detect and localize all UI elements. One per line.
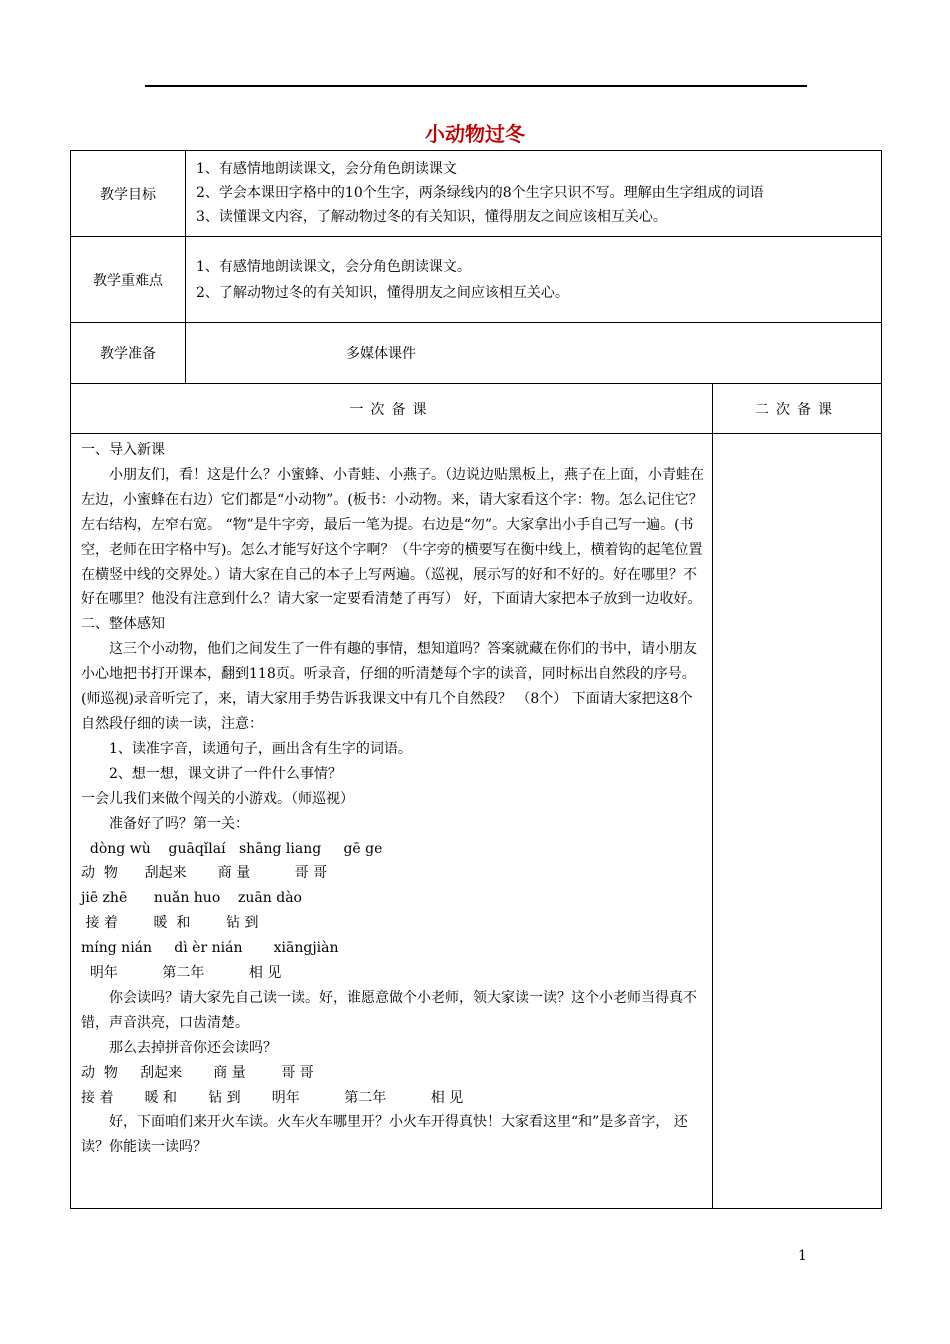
hanzi-row: 接 着 暖 和 钻 到 明年 第二年 相 见 [81,1089,464,1106]
page-number: 1 [798,1248,807,1264]
paragraph: 小朋友们，看！这是什么？小蜜蜂、小青蛙、小燕子。（边说边贴黑板上，燕子在上面，小青蛙在左边，小蜜蜂在右边）它们都是“小动物”。(板书：小动物。来，请大家看这个字：物。怎么记住它？ 左右结构，左窄右宽。 “物”是牛字旁，最后一笔为提。右边是“勿”。大家拿出小手自己写一遍。(书空，老师在田字格中写)。怎么才能写好这个字啊？（牛字旁的横要写在衡中线上，横着钩的起笔位置在横竖中线的交界处。）请大家在自己的本子上写两遍。（巡视，展示写的好和不好的。好在哪里？不好在哪里？他没有注意到什么？请大家一定要看清楚了再写） 好，下面请大家把本子放到一边收好。 [81,466,704,608]
section-heading: 一、导入新课 [81,442,165,458]
goals-label: 教学目标 [71,151,186,237]
hanzi-row: 接 着 暖 和 钻 到 [81,915,259,932]
goals-cell [186,151,882,237]
goal-item: 2、学会本课田字格中的10个生字，两条绿线内的8个生字只识不写。理解由生字组成的词语 [196,185,764,201]
goal-item: 3、读懂课文内容，了解动物过冬的有关知识，懂得朋友之间应该相互关心。 [196,209,667,225]
paragraph: 那么去掉拼音你还会读吗？ [109,1039,277,1056]
lesson-plan-table [70,150,882,1209]
page-title: 小动物过冬 [425,122,525,146]
first-prep-header: 一次备课 [71,384,713,434]
hanzi-row: 明年 第二年 相 见 [81,965,282,982]
content-row [71,434,882,1209]
key-points-cell [186,237,882,323]
header-rule [145,85,807,87]
key-points-row [71,237,882,323]
goals-row [71,151,882,237]
preparation-row [71,323,882,384]
first-prep-content [71,434,713,1209]
list-item: 1、读准字音，读通句子，画出含有生字的词语。 [109,740,412,757]
columns-header-row [71,384,882,434]
paragraph: 你会读吗？请大家先自己读一读。好，谁愿意做个小老师，领大家读一读？这个小老师当得真不错，声音洪亮，口齿清楚。 [81,989,697,1031]
key-points-label: 教学重难点 [71,237,186,323]
paragraph: 一会儿我们来做个闯关的小游戏。（师巡视） [81,790,354,807]
preparation-value: 多媒体课件 [186,323,882,384]
second-prep-content [713,434,882,1209]
key-point-item: 2、了解动物过冬的有关知识，懂得朋友之间应该相互关心。 [196,284,569,301]
hanzi-row: 动 物 刮起来 商 量 哥 哥 [81,865,328,882]
paragraph: 这三个小动物，他们之间发生了一件有趣的事情，想知道吗？答案就藏在你们的书中，请小朋友小心地把书打开课本，翻到118页。听录音，仔细的听清楚每个字的读音，同时标出自然段的序号。(师巡视)录音听完了，来，请大家用手势告诉我课文中有几个自然段？ （8个） 下面请大家把这8个自然段仔细的读一读，注意： [81,641,697,732]
second-prep-header: 二次备课 [713,384,882,434]
paragraph: 好，下面咱们来开火车读。火车火车哪里开？小火车开得真快！大家看这里“和”是多音字， 还读？你能读一读吗？ [81,1114,688,1156]
goal-item: 1、有感情地朗读课文，会分角色朗读课文 [196,161,457,177]
paragraph: 准备好了吗？第一关： [109,815,249,832]
pinyin-row: dòng wù guāqǐlaí shāng liang gē ge [81,840,383,857]
preparation-label: 教学准备 [71,323,186,384]
hanzi-row: 动 物 刮起来 商 量 哥 哥 [81,1064,314,1081]
pinyin-row: míng nián dì èr nián xiāngjiàn [81,940,339,957]
key-point-item: 1、有感情地朗读课文，会分角色朗读课文。 [196,258,471,275]
list-item: 2、想一想，课文讲了一件什么事情？ [109,765,342,782]
pinyin-row: jiē zhē nuǎn huo zuān dào [81,890,302,907]
section-heading: 二、整体感知 [81,616,165,633]
